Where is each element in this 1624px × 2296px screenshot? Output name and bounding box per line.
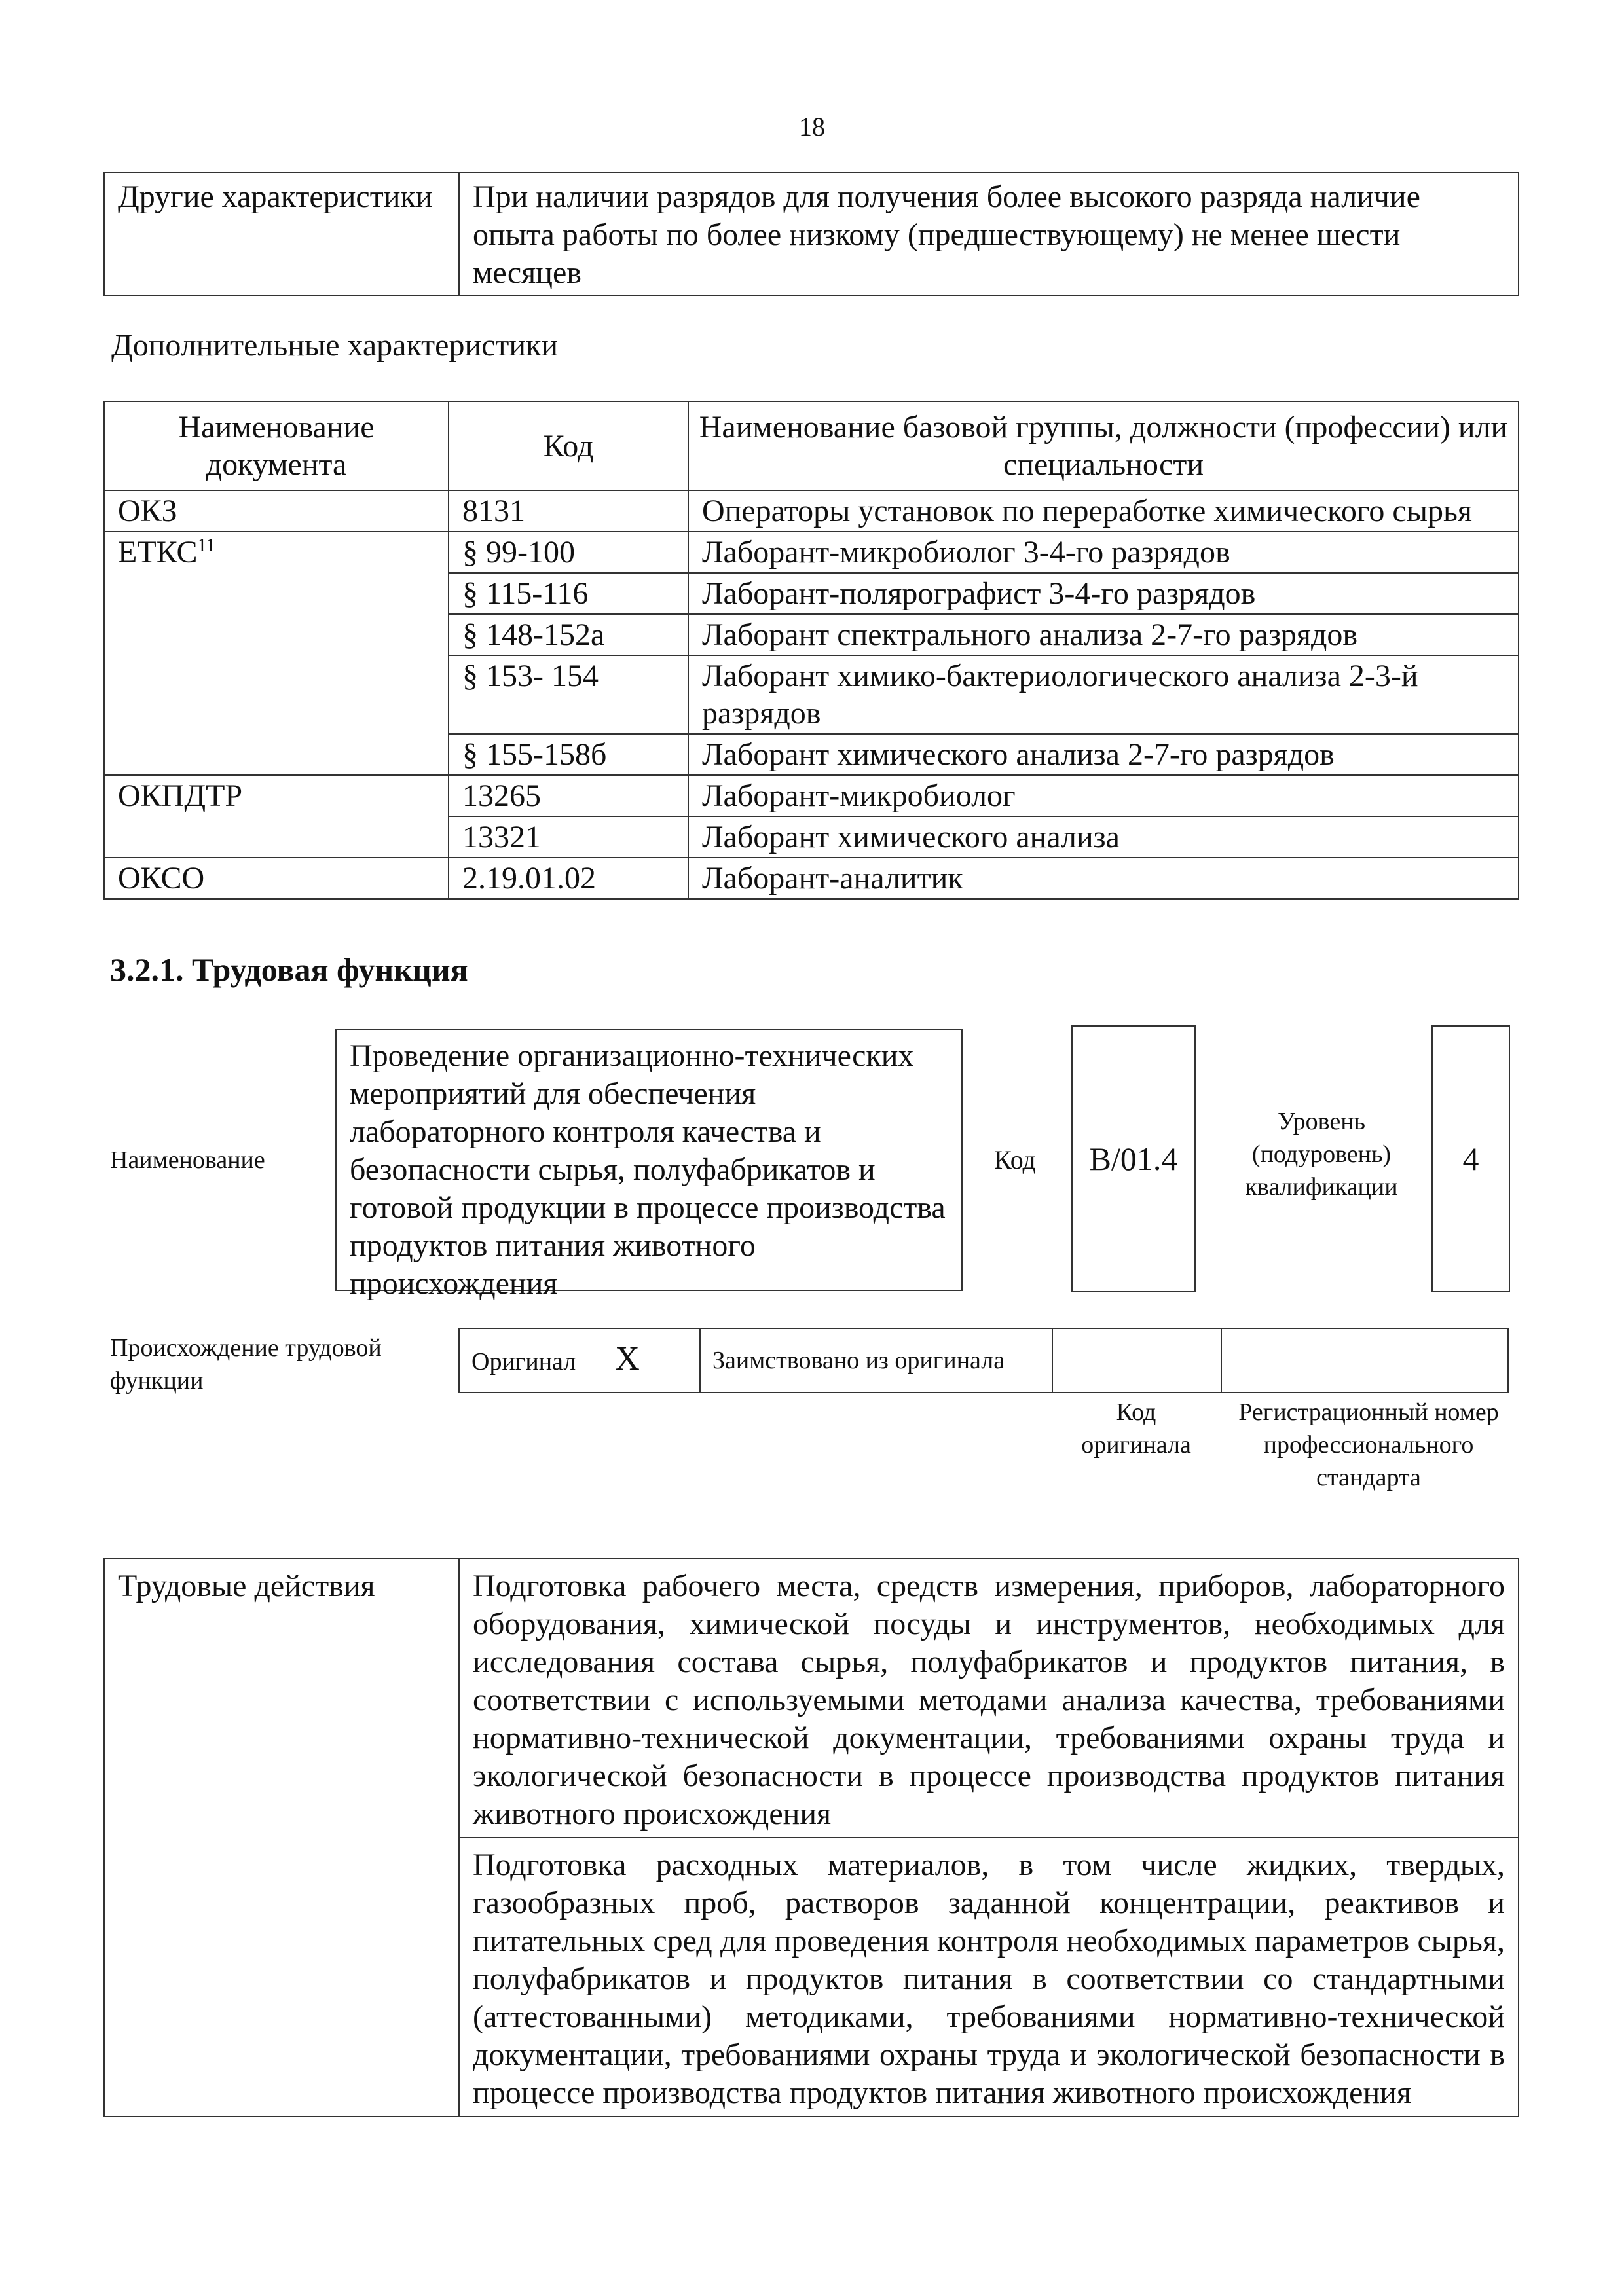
function-name-box: Проведение организационно-технических мероприятий для обеспечения лабораторного контроля качества и безопасности сырья, полуфабрикатов и готовой продукции в процессе производства продуктов питания животного происхождения bbox=[335, 1029, 963, 1291]
function-heading: 3.2.1. Трудовая функция bbox=[110, 951, 468, 988]
code-original-cell bbox=[1052, 1328, 1221, 1393]
action-item: Подготовка рабочего места, средств измерения, приборов, лабораторного оборудования, химической посуды и инструментов, необходимых для исследования состава сырья, полуфабрикатов и продуктов питания, в соответствии с используемыми методами анализа качества, требованиями нормативно-технической документации, требованиями охраны труда и экологической безопасности в процессе производства продуктов питания животного происхождения bbox=[459, 1559, 1519, 1838]
doc-cell bbox=[104, 532, 449, 775]
doc-cell: ОКПДТР bbox=[104, 775, 449, 858]
col-name-header: Наименование базовой группы, должности (профессии) или специальности bbox=[688, 401, 1519, 490]
function-name-label: Наименование bbox=[110, 1146, 265, 1174]
other-label: Другие характеристики bbox=[104, 172, 459, 295]
table-header-row bbox=[104, 401, 1519, 490]
original-checkmark: X bbox=[615, 1340, 640, 1377]
code-cell: 13321 bbox=[449, 816, 688, 858]
table-row bbox=[104, 775, 1519, 816]
name-cell: Лаборант-полярографист 3-4-го разрядов bbox=[688, 573, 1519, 614]
name-cell: Лаборант-микробиолог 3-4-го разрядов bbox=[688, 532, 1519, 573]
reg-number-cell bbox=[1221, 1328, 1508, 1393]
code-cell: 8131 bbox=[449, 490, 688, 532]
additional-heading: Дополнительные характеристики bbox=[111, 328, 559, 363]
actions-label: Трудовые действия bbox=[104, 1559, 459, 2117]
origin-label: Происхождение трудовой функции bbox=[110, 1334, 382, 1394]
col-doc-header: Наименование документа bbox=[104, 401, 449, 490]
table-row bbox=[104, 858, 1519, 899]
other-value: При наличии разрядов для получения более высокого разряда наличие опыта работы по более низкому (предшествующему) не менее шести месяцев bbox=[459, 172, 1519, 295]
name-cell: Лаборант химико-бактериологического анализа 2-3-й разрядов bbox=[688, 655, 1519, 734]
code-cell: § 155-158б bbox=[449, 734, 688, 775]
borrowed-cell: Заимствовано из оригинала bbox=[700, 1328, 1052, 1393]
level-box: 4 bbox=[1431, 1025, 1510, 1292]
code-cell: 2.19.01.02 bbox=[449, 858, 688, 899]
actions-table bbox=[103, 1558, 1519, 2117]
level-label: Уровень (подуровень) квалификации bbox=[1245, 1108, 1398, 1201]
additional-table bbox=[103, 401, 1519, 900]
function-code-box: B/01.4 bbox=[1071, 1025, 1196, 1292]
function-code-label: Код bbox=[994, 1145, 1036, 1175]
code-cell: § 153- 154 bbox=[449, 655, 688, 734]
name-cell: Лаборант спектрального анализа 2-7-го разрядов bbox=[688, 614, 1519, 655]
table-row bbox=[104, 1559, 1519, 1838]
name-cell: Лаборант-аналитик bbox=[688, 858, 1519, 899]
name-cell: Операторы установок по переработке химического сырья bbox=[688, 490, 1519, 532]
code-cell: § 99-100 bbox=[449, 532, 688, 573]
table-row bbox=[104, 490, 1519, 532]
code-original-caption: Код оригинала bbox=[1081, 1398, 1191, 1459]
original-label: Оригинал bbox=[471, 1348, 576, 1376]
doc-cell: ОКЗ bbox=[104, 490, 449, 532]
action-item: Подготовка расходных материалов, в том числе жидких, твердых, газообразных проб, растворов заданной концентрации, реактивов и питательных сред для проведения контроля необходимых параметров сырья, полуфабрикатов и продуктов питания в соответствии со стандартными (аттестованными) методиками, требованиями нормативно-технической документации, требованиями охраны труда и экологической безопасности в процессе производства продуктов питания животного происхождения bbox=[459, 1838, 1519, 2117]
name-cell: Лаборант-микробиолог bbox=[688, 775, 1519, 816]
table-row bbox=[104, 532, 1519, 573]
reg-number-caption: Регистрационный номер профессионального стандарта bbox=[1238, 1398, 1499, 1491]
doc-cell: ОКСО bbox=[104, 858, 449, 899]
original-cell bbox=[459, 1328, 700, 1393]
origin-table bbox=[458, 1328, 1509, 1393]
code-cell: § 115-116 bbox=[449, 573, 688, 614]
name-cell: Лаборант химического анализа 2-7-го разрядов bbox=[688, 734, 1519, 775]
code-cell: 13265 bbox=[449, 775, 688, 816]
other-characteristics-table bbox=[103, 172, 1519, 296]
name-cell: Лаборант химического анализа bbox=[688, 816, 1519, 858]
page-number: 18 bbox=[799, 112, 825, 141]
etks-label: ЕТКС bbox=[118, 535, 198, 570]
col-code-header: Код bbox=[449, 401, 688, 490]
code-cell: § 148-152а bbox=[449, 614, 688, 655]
footnote-ref: 11 bbox=[197, 536, 215, 556]
